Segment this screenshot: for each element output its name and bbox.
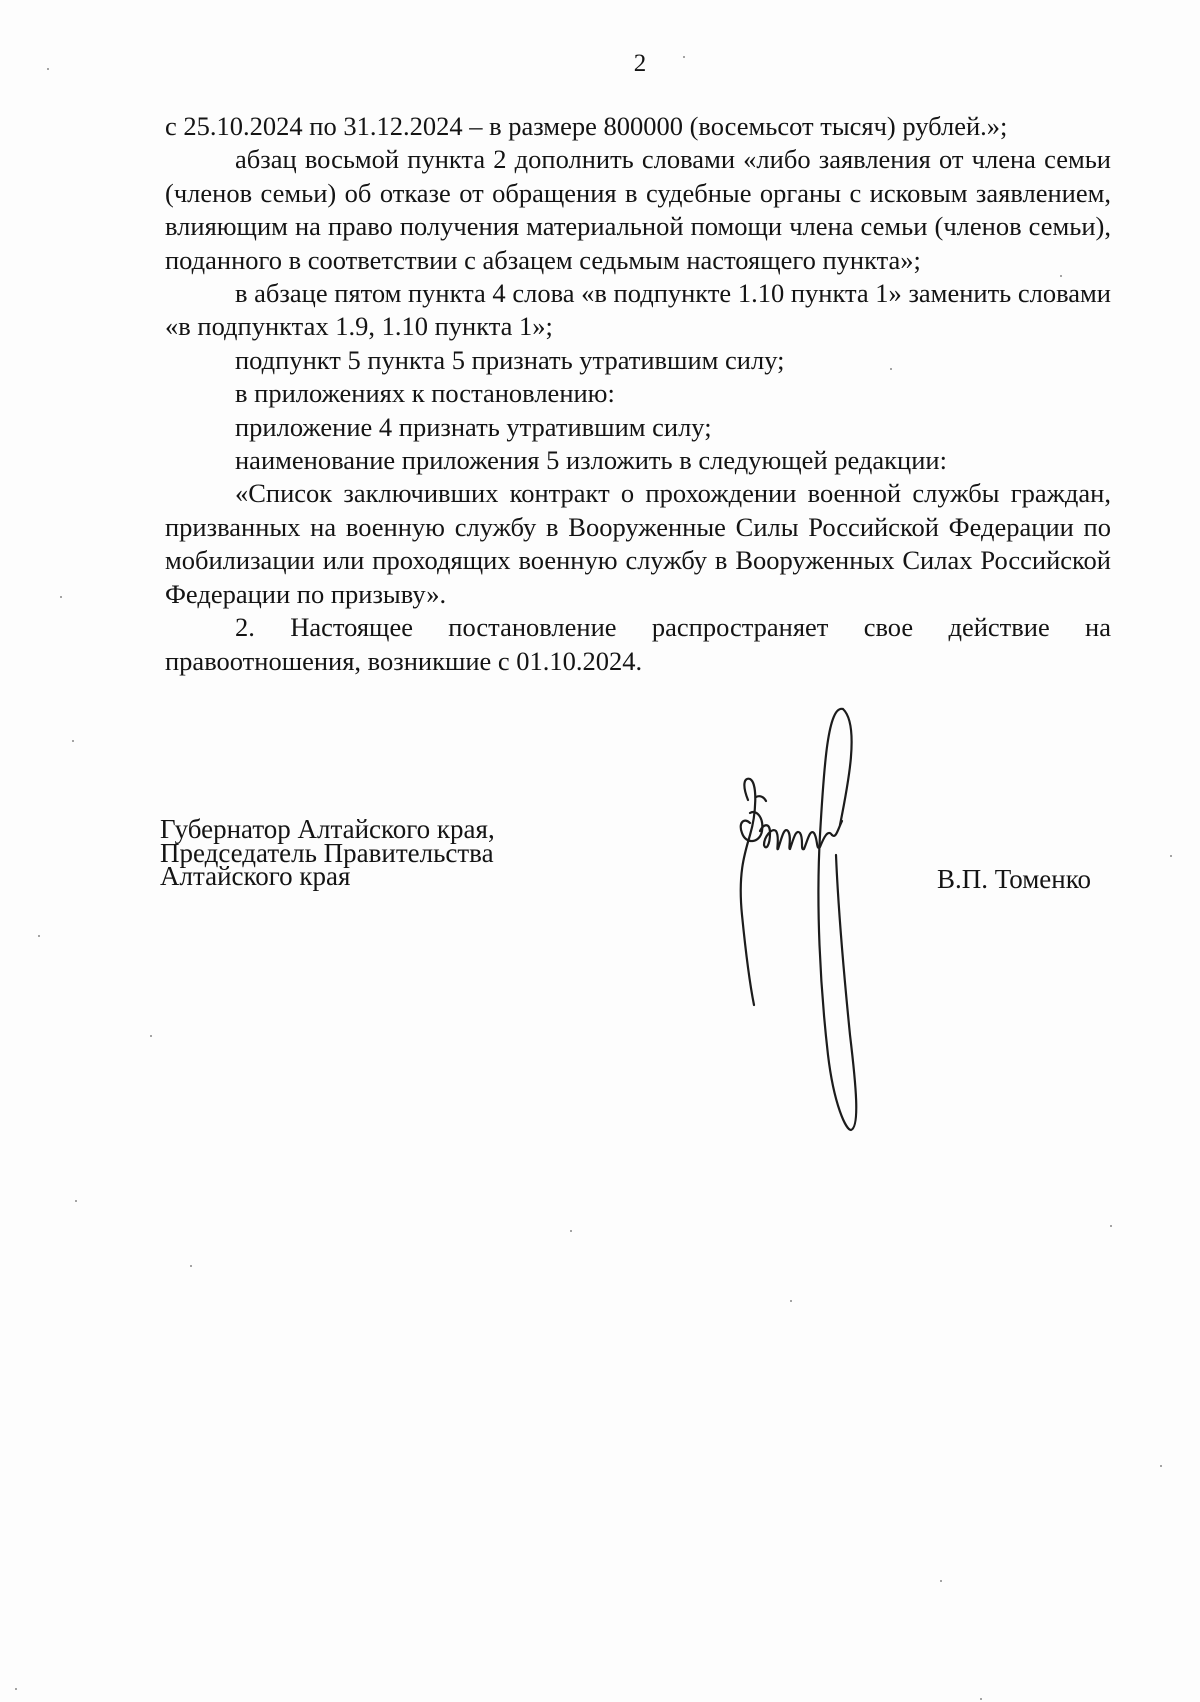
handwritten-signature-icon [720,705,890,1135]
paragraph: приложение 4 признать утратившим силу; [235,411,712,442]
position-line: Губернатор Алтайского края, [160,814,495,844]
scan-speck [890,368,892,370]
scan-speck [75,1200,77,1202]
scan-speck [1060,275,1062,277]
position-line: Председатель Правительства [160,837,494,868]
paragraph: абзац восьмой пункта 2 дополнить словами «либо заявления от члена семьи (членов семьи) об отказе от обращения в судебные органы с исковым заявлением, влияющим на право получения материальной помощи члена семьи (членов семьи), поданного в соответствии с абзацем седьмым настоящего пункта»; [165,144,1111,275]
paragraph: с 25.10.2024 по 31.12.2024 – в размере 800000 (восемьсот тысяч) рублей.»; [165,111,1008,141]
scan-speck [980,1698,982,1700]
document-body [165,110,1111,678]
paragraph: 2. Настоящее постановление распространяет свое действие на правоотношения, возникшие с 01.10.2024. [165,612,1111,676]
scan-speck [790,1300,792,1302]
scan-speck [940,1580,942,1582]
scan-speck [190,1265,192,1267]
scan-speck [683,56,685,58]
scan-speck [15,1688,17,1690]
page-number: 2 [633,50,647,77]
scan-speck [570,1230,572,1232]
scan-speck [72,740,74,742]
scan-speck [150,1035,152,1037]
paragraph: в абзаце пятом пункта 4 слова «в подпункте 1.10 пункта 1» заменить словами «в подпунктах 1.9, 1.10 пункта 1»; [165,278,1111,342]
paragraph: подпункт 5 пункта 5 признать утратившим силу; [235,344,785,375]
paragraph: «Список заключивших контракт о прохождении военной службы граждан, призванных на военную службу в Вооруженные Силы Российской Федерации по мобилизации или проходящих военную службу в Вооруженных Силах Российской Федерации по призыву». [165,478,1111,609]
signatory-position [160,814,495,891]
scan-speck [1170,855,1172,857]
scan-speck [47,68,49,70]
signer-name: В.П. Томенко [937,864,1091,894]
scan-speck [60,596,62,598]
scan-speck [38,935,40,937]
position-line: Алтайского края [160,861,351,891]
paragraph: наименование приложения 5 изложить в следующей редакции: [235,445,947,476]
scan-speck [1110,1225,1112,1227]
paragraph: в приложениях к постановлению: [235,378,615,409]
scan-speck [1160,1465,1162,1467]
